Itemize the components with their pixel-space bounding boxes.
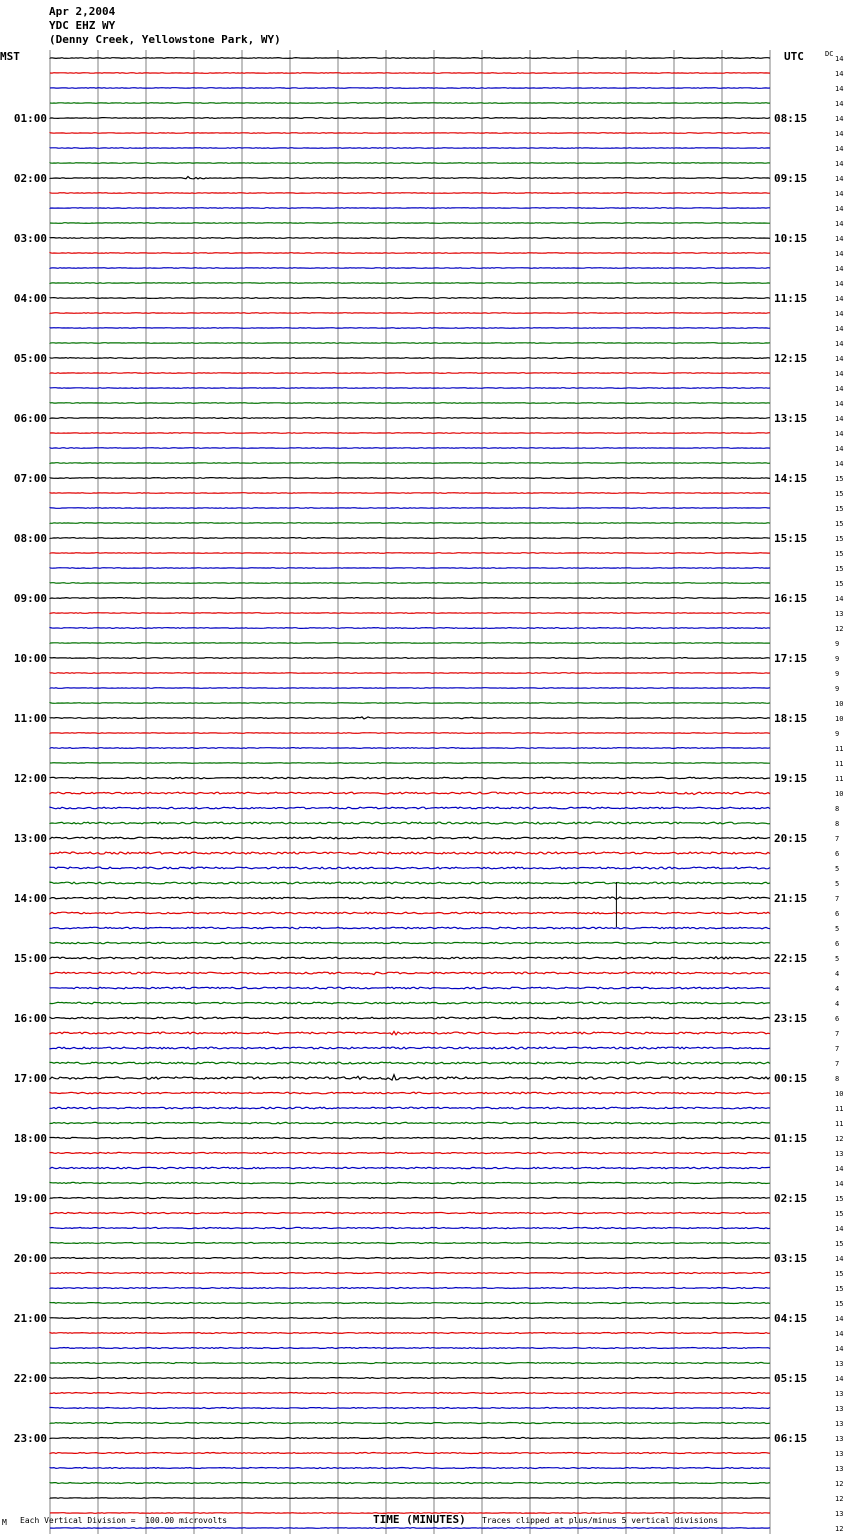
trace-row: [50, 1137, 770, 1138]
trace-row: [50, 1408, 770, 1409]
dc-offset-label: 14: [835, 430, 844, 438]
trace-row: [50, 1333, 770, 1334]
trace-row: [50, 358, 770, 359]
dc-offset-label: 14: [835, 70, 844, 78]
dc-offset-label: 14: [835, 355, 844, 363]
dc-offset-label: 14: [835, 1315, 844, 1323]
dc-offset-label: 12: [835, 1525, 844, 1533]
dc-offset-label: 10: [835, 1090, 844, 1098]
dc-offset-label: 10: [835, 715, 844, 723]
trace-row: [50, 373, 770, 374]
dc-offset-label: 8: [835, 820, 840, 828]
trace-row: [50, 807, 770, 809]
dc-offset-label: 14: [835, 1255, 844, 1263]
dc-offset-label: 14: [835, 100, 844, 108]
utc-hour-label: 12:15: [774, 352, 808, 365]
dc-offset-label: 12: [835, 1480, 844, 1488]
trace-row: [50, 1318, 770, 1319]
dc-offset-label: 11: [835, 775, 844, 783]
dc-offset-label: 12: [835, 1135, 844, 1143]
trace-row: [50, 103, 770, 104]
trace-row: [50, 1438, 770, 1439]
trace-row: [50, 673, 770, 674]
trace-row: [50, 418, 770, 419]
plot-date: Apr 2,2004: [49, 5, 116, 18]
trace-row: [50, 448, 770, 449]
dc-offset-label: 4: [835, 970, 840, 978]
dc-offset-label: 15: [835, 1240, 844, 1248]
trace-row: [50, 223, 770, 224]
dc-offset-label: 6: [835, 910, 840, 918]
mst-hour-label: 14:00: [13, 892, 47, 905]
trace-row: [50, 1498, 770, 1499]
mst-hour-label: 19:00: [13, 1192, 47, 1205]
dc-offset-label: 14: [835, 190, 844, 198]
dc-offset-label: 14: [835, 595, 844, 603]
dc-offset-label: 14: [835, 250, 844, 258]
dc-offset-label: 14: [835, 160, 844, 168]
utc-hour-label: 03:15: [774, 1252, 808, 1265]
trace-row: [50, 538, 770, 539]
trace-row: [50, 598, 770, 599]
trace-row: [50, 283, 770, 284]
dc-offset-label: 4: [835, 1000, 840, 1008]
mst-hour-label: 11:00: [13, 712, 47, 725]
trace-row: [50, 523, 770, 524]
dc-offset-label: 15: [835, 505, 844, 513]
dc-offset-label: 14: [835, 115, 844, 123]
dc-offset-label: 6: [835, 1015, 840, 1023]
trace-row: [50, 1453, 770, 1454]
trace-row: [50, 1062, 770, 1064]
mst-hour-label: 09:00: [13, 592, 47, 605]
left-timezone-label: MST: [0, 50, 20, 63]
dc-offset-label: 14: [835, 325, 844, 333]
trace-row: [50, 163, 770, 164]
dc-offset-label: 4: [835, 985, 840, 993]
trace-row: [50, 777, 770, 778]
dc-offset-label: 15: [835, 1300, 844, 1308]
dc-offset-label: 14: [835, 175, 844, 183]
dc-offset-label: 9: [835, 730, 840, 738]
utc-hour-label: 20:15: [774, 832, 808, 845]
trace-row: [50, 1423, 770, 1424]
trace-row: [50, 1528, 770, 1529]
mst-hour-label: 20:00: [13, 1252, 47, 1265]
trace-row: [50, 897, 770, 899]
trace-row: [50, 463, 770, 464]
trace-row: [50, 1122, 770, 1123]
utc-hour-label: 22:15: [774, 952, 808, 965]
dc-offset-label: 13: [835, 1420, 844, 1428]
utc-hour-label: 15:15: [774, 532, 808, 545]
trace-row: [50, 867, 770, 869]
trace-row: [50, 957, 770, 959]
trace-row: [50, 238, 770, 239]
trace-row: [50, 208, 770, 209]
dc-offset-label: 5: [835, 880, 840, 888]
dc-offset-label: 13: [835, 1465, 844, 1473]
dc-offset-label: 15: [835, 520, 844, 528]
scale-note: Each Vertical Division = 100.00 microvolts: [20, 1516, 228, 1525]
utc-hour-label: 13:15: [774, 412, 808, 425]
utc-hour-label: 02:15: [774, 1192, 808, 1205]
utc-hour-label: 21:15: [774, 892, 808, 905]
dc-offset-label: 14: [835, 1330, 844, 1338]
trace-row: [50, 313, 770, 314]
trace-row: [50, 343, 770, 344]
trace-row: [50, 388, 770, 389]
trace-row: [50, 1393, 770, 1394]
dc-offset-label: 14: [835, 310, 844, 318]
dc-offset-label: 11: [835, 760, 844, 768]
trace-row: [50, 748, 770, 749]
trace-row: [50, 568, 770, 569]
trace-row: [50, 1017, 770, 1019]
mst-hour-label: 12:00: [13, 772, 47, 785]
dc-offset-label: 7: [835, 1030, 840, 1038]
dc-offset-label: 14: [835, 370, 844, 378]
dc-offset-label: 12: [835, 1495, 844, 1503]
station-location: (Denny Creek, Yellowstone Park, WY): [49, 33, 281, 46]
dc-offset-label: 14: [835, 220, 844, 228]
trace-row: [50, 1378, 770, 1379]
dc-offset-label: 13: [835, 1510, 844, 1518]
utc-hour-label: 14:15: [774, 472, 808, 485]
dc-offset-label: 5: [835, 955, 840, 963]
dc-offset-label: 15: [835, 475, 844, 483]
trace-row: [50, 298, 770, 299]
trace-row: [50, 613, 770, 614]
right-timezone-label: UTC: [784, 50, 804, 63]
trace-row: [50, 1483, 770, 1484]
trace-row: [50, 912, 770, 914]
trace-layer: [50, 58, 770, 1529]
utc-hour-label: 05:15: [774, 1372, 808, 1385]
trace-row: [50, 1303, 770, 1304]
utc-hour-label: 23:15: [774, 1012, 808, 1025]
trace-row: [50, 927, 770, 929]
trace-row: [50, 1363, 770, 1364]
corner-mark: M: [2, 1518, 7, 1527]
trace-row: [50, 1107, 770, 1109]
trace-row: [50, 88, 770, 89]
dc-offset-label: 12: [835, 625, 844, 633]
dc-offset-label: 10: [835, 700, 844, 708]
dc-offset-label: 14: [835, 1345, 844, 1353]
dc-offset-label: 13: [835, 1360, 844, 1368]
dc-offset-label: 14: [835, 1375, 844, 1383]
trace-row: [50, 1002, 770, 1004]
dc-offset-label: 14: [835, 205, 844, 213]
dc-offset-label: 14: [835, 400, 844, 408]
dc-offset-label: 15: [835, 1270, 844, 1278]
mst-hour-label: 18:00: [13, 1132, 47, 1145]
trace-row: [50, 73, 770, 74]
trace-row: [50, 403, 770, 404]
dc-offset-label: 6: [835, 940, 840, 948]
dc-offset-label: 13: [835, 1450, 844, 1458]
dc-offset-label: 14: [835, 385, 844, 393]
dc-offset-label: 13: [835, 1390, 844, 1398]
dc-offset-label: 8: [835, 805, 840, 813]
dc-offset-label: 7: [835, 1060, 840, 1068]
trace-row: [50, 1198, 770, 1199]
trace-row: [50, 972, 770, 975]
mst-hour-label: 23:00: [13, 1432, 47, 1445]
trace-row: [50, 1243, 770, 1244]
dc-offset-label: 7: [835, 895, 840, 903]
dc-offset-label: 13: [835, 610, 844, 618]
trace-row: [50, 703, 770, 704]
trace-row: [50, 643, 770, 644]
mst-hour-label: 13:00: [13, 832, 47, 845]
utc-hour-label: 09:15: [774, 172, 808, 185]
trace-row: [50, 1468, 770, 1469]
mst-hour-label: 03:00: [13, 232, 47, 245]
utc-hour-label: 10:15: [774, 232, 808, 245]
utc-hour-label: 06:15: [774, 1432, 808, 1445]
dc-offset-label: 15: [835, 550, 844, 558]
dc-offset-label: 14: [835, 280, 844, 288]
trace-row: [50, 478, 770, 479]
dc-offset-label: 15: [835, 490, 844, 498]
station-code: YDC EHZ WY: [49, 19, 116, 32]
trace-row: [50, 733, 770, 734]
trace-row: [50, 763, 770, 764]
trace-row: [50, 1092, 770, 1094]
dc-column-header: DC: [825, 50, 834, 58]
trace-row: [50, 268, 770, 269]
trace-row: [50, 822, 770, 824]
x-axis-title: TIME (MINUTES): [373, 1513, 466, 1526]
trace-row: [50, 177, 770, 179]
trace-row: [50, 553, 770, 554]
dc-offset-label: 14: [835, 295, 844, 303]
dc-offset-label: 15: [835, 535, 844, 543]
trace-row: [50, 118, 770, 119]
trace-row: [50, 133, 770, 134]
trace-row: [50, 1212, 770, 1213]
trace-row: [50, 658, 770, 659]
dc-offset-label: 15: [835, 1195, 844, 1203]
trace-row: [50, 328, 770, 329]
dc-offset-label: 14: [835, 55, 844, 63]
utc-hour-label: 18:15: [774, 712, 808, 725]
dc-offset-label: 14: [835, 1225, 844, 1233]
dc-offset-label: 14: [835, 460, 844, 468]
trace-row: [50, 1182, 770, 1183]
dc-offset-label: 14: [835, 130, 844, 138]
dc-offset-label: 11: [835, 745, 844, 753]
dc-offset-label: 5: [835, 925, 840, 933]
mst-hour-label: 02:00: [13, 172, 47, 185]
dc-offset-label: 14: [835, 415, 844, 423]
label-layer: [14, 50, 844, 1534]
trace-row: [50, 1075, 770, 1080]
dc-offset-label: 14: [835, 265, 844, 273]
trace-row: [50, 148, 770, 149]
trace-row: [50, 717, 770, 719]
trace-row: [50, 852, 770, 854]
utc-hour-label: 08:15: [774, 112, 808, 125]
dc-offset-label: 13: [835, 1405, 844, 1413]
trace-row: [50, 837, 770, 839]
trace-row: [50, 1031, 770, 1034]
dc-offset-label: 7: [835, 1045, 840, 1053]
dc-offset-label: 14: [835, 1165, 844, 1173]
trace-row: [50, 628, 770, 629]
dc-offset-label: 14: [835, 1180, 844, 1188]
trace-row: [50, 1047, 770, 1049]
mst-hour-label: 04:00: [13, 292, 47, 305]
mst-hour-label: 15:00: [13, 952, 47, 965]
trace-row: [50, 58, 770, 59]
utc-hour-label: 01:15: [774, 1132, 808, 1145]
clip-note: Traces clipped at plus/minus 5 vertical divisions: [482, 1516, 719, 1525]
trace-row: [50, 942, 770, 943]
dc-offset-label: 9: [835, 670, 840, 678]
dc-offset-label: 8: [835, 1075, 840, 1083]
trace-row: [50, 1258, 770, 1259]
utc-hour-label: 00:15: [774, 1072, 808, 1085]
trace-row: [50, 1167, 770, 1168]
trace-row: [50, 253, 770, 254]
trace-row: [50, 583, 770, 584]
dc-offset-label: 15: [835, 1210, 844, 1218]
trace-row: [50, 1273, 770, 1274]
dc-offset-label: 15: [835, 565, 844, 573]
dc-offset-label: 14: [835, 445, 844, 453]
trace-row: [50, 882, 770, 884]
dc-offset-label: 6: [835, 850, 840, 858]
utc-hour-label: 04:15: [774, 1312, 808, 1325]
dc-offset-label: 14: [835, 85, 844, 93]
dc-offset-label: 14: [835, 235, 844, 243]
dc-offset-label: 7: [835, 835, 840, 843]
utc-hour-label: 19:15: [774, 772, 808, 785]
utc-hour-label: 17:15: [774, 652, 808, 665]
utc-hour-label: 16:15: [774, 592, 808, 605]
mst-hour-label: 08:00: [13, 532, 47, 545]
dc-offset-label: 11: [835, 1105, 844, 1113]
mst-hour-label: 16:00: [13, 1012, 47, 1025]
trace-row: [50, 1152, 770, 1153]
dc-offset-label: 14: [835, 340, 844, 348]
trace-row: [50, 1348, 770, 1349]
trace-row: [50, 433, 770, 434]
mst-hour-label: 07:00: [13, 472, 47, 485]
mst-hour-label: 10:00: [13, 652, 47, 665]
trace-row: [50, 792, 770, 795]
trace-row: [50, 193, 770, 194]
trace-row: [50, 493, 770, 494]
dc-offset-label: 5: [835, 865, 840, 873]
utc-hour-label: 11:15: [774, 292, 808, 305]
dc-offset-label: 10: [835, 790, 844, 798]
mst-hour-label: 05:00: [13, 352, 47, 365]
mst-hour-label: 01:00: [13, 112, 47, 125]
dc-offset-label: 9: [835, 640, 840, 648]
trace-row: [50, 508, 770, 509]
mst-hour-label: 17:00: [13, 1072, 47, 1085]
dc-offset-label: 9: [835, 655, 840, 663]
mst-hour-label: 06:00: [13, 412, 47, 425]
dc-offset-label: 14: [835, 145, 844, 153]
dc-offset-label: 13: [835, 1435, 844, 1443]
trace-row: [50, 1288, 770, 1289]
trace-row: [50, 987, 770, 989]
trace-row: [50, 688, 770, 689]
dc-offset-label: 9: [835, 685, 840, 693]
mst-hour-label: 22:00: [13, 1372, 47, 1385]
dc-offset-label: 15: [835, 580, 844, 588]
mst-hour-label: 21:00: [13, 1312, 47, 1325]
dc-offset-label: 15: [835, 1285, 844, 1293]
dc-offset-label: 11: [835, 1120, 844, 1128]
trace-row: [50, 1227, 770, 1228]
dc-offset-label: 13: [835, 1150, 844, 1158]
